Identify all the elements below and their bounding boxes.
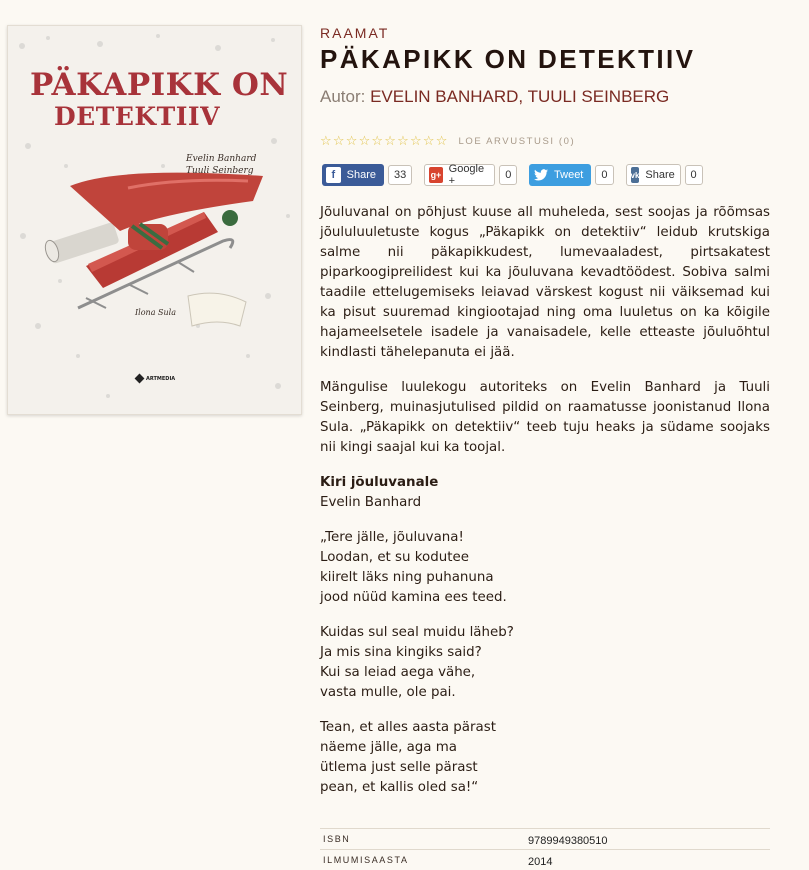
facebook-icon: f [326, 167, 341, 183]
category-label: RAAMAT [320, 25, 390, 41]
poem-line: näeme jälle, aga ma [320, 740, 458, 755]
poem-line: jood nüüd kamina ees teed. [320, 590, 507, 605]
poem-line: Ja mis sina kingiks said? [320, 645, 482, 660]
social-share-bar [322, 164, 715, 186]
book-description [320, 203, 770, 813]
author-link-1[interactable]: EVELIN BANHARD [370, 87, 519, 106]
twitter-tweet-button[interactable] [529, 164, 591, 186]
poem-line: „Tere jälle, jõuluvana! [320, 530, 464, 545]
facebook-share-group [322, 164, 412, 186]
google-share-label: Google + [448, 163, 485, 187]
vk-share-button[interactable] [626, 164, 681, 186]
table-row [320, 828, 770, 849]
rating-row [320, 134, 575, 149]
vk-icon: vk [631, 167, 640, 183]
poem-line: Kui sa leiad aega vähe, [320, 665, 476, 680]
poem-author: Evelin Banhard [320, 495, 422, 510]
read-reviews-link[interactable]: LOE ARVUSTUSI (0) [458, 136, 576, 147]
vk-share-label: Share [645, 169, 675, 181]
google-share-group [424, 164, 517, 186]
cover-publisher-logo [136, 375, 175, 382]
star-rating-icon[interactable]: ☆☆☆☆☆☆☆☆☆☆ [320, 134, 449, 149]
vk-share-count: 0 [685, 165, 703, 185]
poem-line: pean, et kallis oled sa!“ [320, 780, 479, 795]
cover-author-2: Tuuli Seinberg [186, 166, 254, 176]
facebook-share-button[interactable] [322, 164, 384, 186]
cover-publisher-name: ARTMEDIA [146, 375, 176, 382]
poem-stanza-1 [320, 528, 770, 608]
author-link-2[interactable]: TUULI SEINBERG [527, 87, 670, 106]
facebook-share-count: 33 [388, 165, 412, 185]
google-plus-share-button[interactable] [424, 164, 495, 186]
author-line [320, 87, 669, 107]
twitter-tweet-label: Tweet [554, 169, 584, 181]
poem-heading [320, 473, 770, 513]
cover-title-line2: DETEKTIIV [54, 102, 221, 131]
book-details-table [320, 828, 770, 870]
book-cover-image[interactable] [7, 25, 302, 415]
poem-line: Tean, et alles aasta pärast [320, 720, 496, 735]
cover-authors [186, 153, 296, 177]
twitter-share-group [529, 164, 613, 186]
description-paragraph-1: Jõuluvanal on põhjust kuuse all muheleda, sest soojas ja rõõmsas jõululuuletuste kogus „Päkapikk on detektiiv“ leidub krutskiga salme nii päkapikkudest, lumevaaladest, pirtsakatest piparkoogipreilidest kui ka jõuluvana kevadtöödest. Sobiva salmi taadile ettelugemiseks leiavad värskest kogust nii väiksemad kui ka pisut suuremad kingiootajad ning oma luuletus on ka kõigile hajameelsetele isadele ja vanaisadele, kelle etteaste jõuluõhtul kindlasti tähelepanuta ei jää. [320, 205, 770, 360]
poem-title: Kiri jõuluvanale [320, 475, 439, 490]
poem-line: Loodan, et su kodutee [320, 550, 469, 565]
author-label: Autor: [320, 87, 366, 106]
book-title: PÄKAPIKK ON DETEKTIIV [320, 44, 696, 74]
poem-line: Kuidas sul seal muidu läheb? [320, 625, 514, 640]
vk-share-group [626, 164, 703, 186]
twitter-bird-icon [533, 167, 548, 183]
detail-key-year: ILMUMISAASTA [323, 855, 409, 865]
poem-stanza-2 [320, 623, 770, 703]
poem-stanza-3 [320, 718, 770, 798]
poem-line: vasta mulle, ole pai. [320, 685, 456, 700]
google-plus-icon: g+ [429, 167, 442, 183]
detail-value-isbn: 9789949380510 [528, 835, 608, 847]
poem-line: ütlema just selle pärast [320, 760, 478, 775]
publisher-diamond-icon [135, 374, 145, 384]
cover-illustrator: Ilona Sula [135, 308, 176, 317]
twitter-share-count: 0 [595, 165, 613, 185]
cover-author-1: Evelin Banhard [186, 154, 257, 164]
facebook-share-label: Share [346, 169, 376, 181]
google-share-count: 0 [499, 165, 517, 185]
description-paragraph-2: Mängulise luulekogu autoriteks on Evelin Banhard ja Tuuli Seinberg, muinasjutulised pildid on raamatusse joonistanud Ilona Sula. „Päkapikk on detektiiv“ teeb tuju heaks ja südame soojaks nii kingi saajal kui ka toojal. [320, 380, 770, 455]
author-separator: , [518, 87, 528, 106]
poem-line: kiirelt läks ning puhanuna [320, 570, 494, 585]
detail-value-year: 2014 [528, 856, 553, 868]
cover-title-line1: PÄKAPIKK ON [30, 67, 289, 103]
detail-key-isbn: ISBN [323, 834, 351, 844]
